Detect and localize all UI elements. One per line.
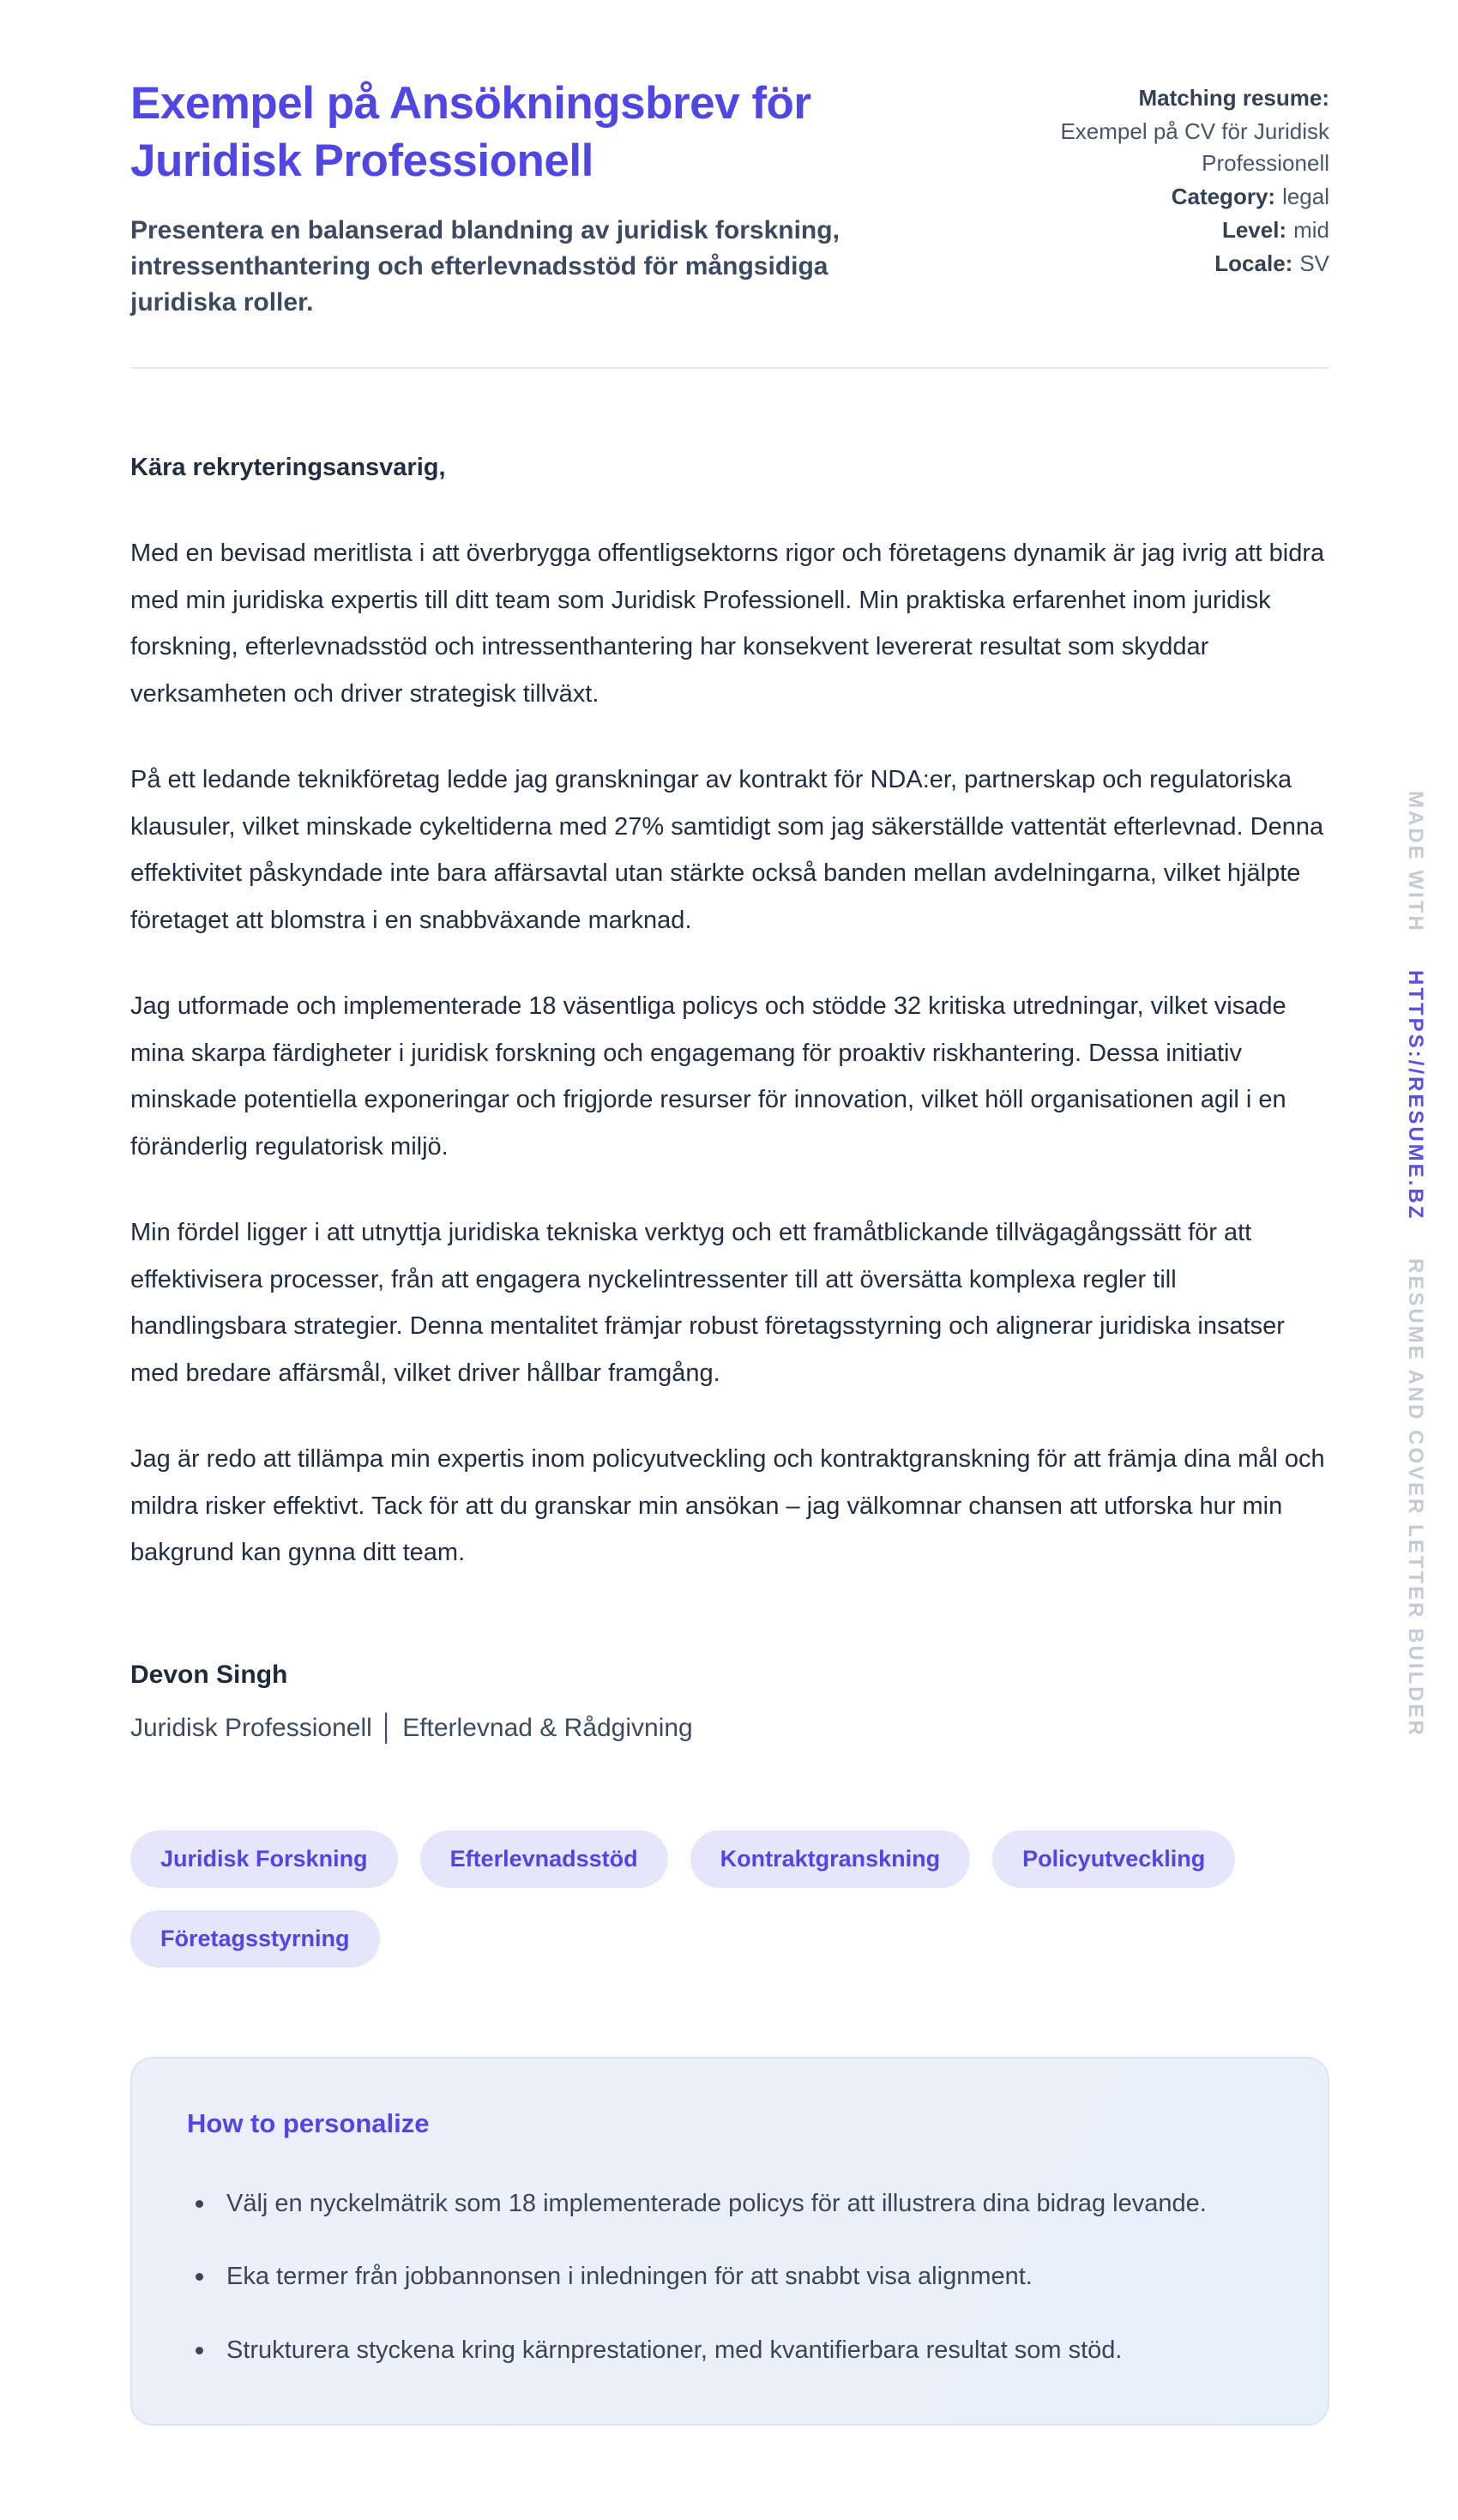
page-subtitle: Presentera en balanserad blandning av juridisk forskning, intressenthantering och efterlevnadsstöd för mångsidiga juridiska roller. [130, 215, 840, 317]
tip-item [187, 2185, 1273, 2223]
tip-item [187, 2332, 1273, 2370]
skill-tags [130, 1830, 1329, 1968]
how-to-personalize-card [130, 2057, 1329, 2427]
matching-resume-label: Matching resume: [1138, 85, 1329, 111]
tip-text: Strukturera styckena kring kärnprestationer, med kvantifierbara resultat som stöd. [226, 2336, 1123, 2364]
header-title-block [130, 75, 911, 321]
tag-pill: Juridisk Forskning [130, 1830, 398, 1888]
page-title: Exempel på Ansökningsbrev för Juridisk Professionell [130, 78, 811, 186]
level-value: mid [1293, 216, 1329, 243]
cover-letter-body [130, 444, 1329, 1743]
letter-paragraph: Jag är redo att tillämpa min expertis inom policyutveckling och kontraktgranskning för att främja dina mål och mildra risker effektivt. Tack för att du granskar min ansökan – jag välkomnar chansen att utforska hur min bakgrund kan gynna ditt team. [130, 1445, 1325, 1567]
watermark [1403, 776, 1427, 1752]
level-label: Level: [1221, 216, 1287, 243]
header-divider [130, 367, 1329, 369]
tag-pill: Kontraktgranskning [690, 1830, 971, 1888]
letter-greeting: Kära rekryteringsansvarig, [130, 453, 446, 481]
tip-text: Välj en nyckelmätrik som 18 implementerade policys för att illustrera dina bidrag levande. [226, 2189, 1207, 2217]
category-label: Category: [1171, 183, 1276, 209]
tag-pill: Företagsstyrning [130, 1910, 380, 1968]
category-value: legal [1282, 183, 1329, 209]
locale-row [952, 248, 1329, 280]
builder-label: RESUME AND COVER LETTER BUILDER [1404, 1258, 1427, 1739]
letter-paragraph: Med en bevisad meritlista i att överbrygga offentligsektorns rigor och företagens dynamik är jag ivrig att bidra med min juridiska expertis till ditt team som Juridisk Professionell. Min praktiska erfarenhet inom juridisk forskning, efterlevnadsstöd och intressenthantering har konsekvent levererat resultat som skyddar verksamheten och driver strategisk tillväxt. [130, 540, 1325, 708]
letter-paragraph: Min fördel ligger i att utnyttja juridiska tekniska verktyg och ett framåtblickande tillvägagångssätt för att effektivisera processer, från att engagera nyckelintressenter till att översätta komplexa regler till handlingsbara strategier. Denna mentalitet främjar robust företagsstyrning och alignerar juridiska insatser med bredare affärsmål, vilket driver hållbar framgång. [130, 1219, 1285, 1387]
locale-label: Locale: [1214, 250, 1293, 276]
category-row [952, 181, 1329, 213]
matching-resume-meta [952, 82, 1329, 321]
bullet-dot-icon [196, 2347, 203, 2354]
letter-paragraph: På ett ledande teknikföretag ledde jag granskningar av kontrakt för NDA:er, partnerskap och regulatoriska klausuler, vilket minskade cykeltiderna med 27% samtidigt som jag säkerställde vattentät efterlevnad. Denna effektivitet påskyndade inte bara affärsavtal utan stärkte också banden mellan avdelningarna, vilket hjälpte företaget att blomstra i en snabbväxande marknad. [130, 766, 1324, 934]
tag-pill: Policyutveckling [992, 1830, 1235, 1888]
tips-heading: How to personalize [187, 2107, 430, 2138]
tip-text: Eka termer från jobbannonsen i inledningen för att snabbt visa alignment. [226, 2263, 1033, 2291]
signature-name: Devon Singh [130, 1660, 288, 1689]
tip-item [187, 2258, 1273, 2296]
signature-title: Juridisk Professionell │ Efterlevnad & Rådgivning [130, 1713, 693, 1742]
matching-resume-link[interactable]: Exempel på CV för Juridisk Professionell [1060, 118, 1329, 176]
header [130, 75, 1329, 321]
made-with-label: MADE WITH [1404, 791, 1427, 933]
tips-list [187, 2185, 1273, 2370]
level-row [952, 214, 1329, 246]
letter-paragraph: Jag utformade och implementerade 18 väsentliga policys och stödde 32 kritiska utredningar, vilket visade mina skarpa färdigheter i juridisk forskning och engagemang för proaktiv riskhantering. Dessa initiativ minskade potentiella exponeringar och frigjorde resurser för innovation, vilket höll organisationen agil i en föränderlig regulatorisk miljö. [130, 992, 1286, 1161]
locale-value: SV [1299, 250, 1329, 276]
tag-pill: Efterlevnadsstöd [420, 1830, 668, 1888]
bullet-dot-icon [196, 2200, 203, 2208]
resume-bz-link[interactable]: HTTPS://RESUME.BZ [1404, 970, 1427, 1221]
